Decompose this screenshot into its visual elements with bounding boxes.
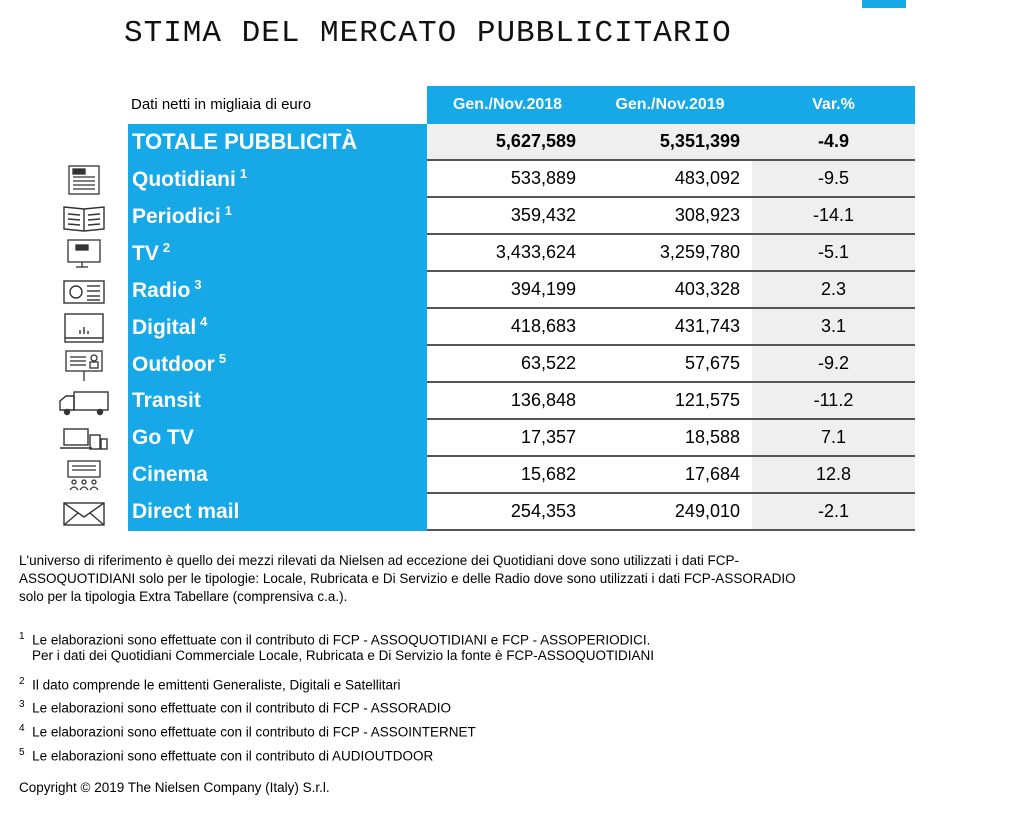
- unit-note: Dati netti in migliaia di euro: [131, 96, 312, 113]
- cell-2018: 418,683: [427, 308, 588, 345]
- cell-2018: 359,432: [427, 197, 588, 234]
- devices-icon: [56, 421, 112, 457]
- row-label: Quotidiani $^1$: [128, 160, 427, 197]
- universe-note-line-1: L'universo di riferimento è quello dei mezzi rilevati da Nielsen ad eccezione dei Quotidiani dove sono utilizzati i dati FCP-: [19, 553, 739, 568]
- row-label: Digital $^4$: [128, 308, 427, 345]
- header-blank: [128, 86, 427, 124]
- cell-2019: 18,588: [588, 419, 752, 456]
- cell-2019: 5,351,399: [588, 124, 752, 160]
- newspaper-icon: [56, 162, 112, 198]
- cell-var: 12.8: [752, 456, 915, 493]
- table-row-total: [128, 124, 915, 160]
- cell-2019: 403,328: [588, 271, 752, 308]
- table-row: [128, 197, 915, 234]
- footnote-ref: 1: [224, 202, 232, 218]
- radio-icon: [56, 273, 112, 309]
- table-row: [128, 419, 915, 456]
- table-row: [128, 345, 915, 382]
- cell-2019: 3,259,780: [588, 234, 752, 271]
- table-row: [128, 493, 915, 530]
- copyright: Copyright © 2019 The Nielsen Company (Italy) S.r.l.: [19, 780, 330, 795]
- row-label: Direct mail: [128, 493, 427, 530]
- cell-2018: 17,357: [427, 419, 588, 456]
- cell-var: -11.2: [752, 382, 915, 419]
- cell-2018: 63,522: [427, 345, 588, 382]
- footnote-ref: 2: [162, 239, 171, 255]
- magazine-icon: [56, 199, 112, 235]
- footnote-2: $^2$ Il dato comprende le emittenti Generaliste, Digitali e Satellitari: [19, 676, 401, 693]
- corner-accent-tab: [862, 0, 906, 8]
- footnote-mark: 4: [19, 723, 25, 734]
- cell-2019: 17,684: [588, 456, 752, 493]
- footnote-ref: 4: [200, 313, 208, 329]
- cinema-icon: [56, 458, 112, 494]
- table-row: [128, 308, 915, 345]
- footnote-mark: 5: [19, 747, 25, 758]
- page-title: STIMA DEL MERCATO PUBBLICITARIO: [124, 16, 732, 51]
- table-row: [128, 456, 915, 493]
- footnote-5: $^5$ Le elaborazioni sono effettuate con il contributo di AUDIOUTDOOR: [19, 747, 434, 764]
- cell-var: -14.1: [752, 197, 915, 234]
- footnote-mark: 2: [19, 676, 25, 687]
- row-label: Transit: [128, 382, 427, 419]
- cell-2018: 5,627,589: [427, 124, 588, 160]
- table-row: [128, 271, 915, 308]
- row-label: Radio $^3$: [128, 271, 427, 308]
- footnote-mark: 3: [19, 699, 25, 710]
- cell-2018: 15,682: [427, 456, 588, 493]
- universe-note-line-3: solo per la tipologia Extra Tabellare (comprensiva c.a.).: [19, 589, 348, 604]
- cell-2019: 483,092: [588, 160, 752, 197]
- cell-2019: 249,010: [588, 493, 752, 530]
- cell-var: 2.3: [752, 271, 915, 308]
- billboard-icon: [56, 347, 112, 383]
- cell-var: 3.1: [752, 308, 915, 345]
- market-table: [128, 86, 915, 531]
- cell-var: -5.1: [752, 234, 915, 271]
- header-2018: Gen./Nov.2018: [427, 86, 588, 124]
- row-label: TOTALE PUBBLICITÀ: [128, 124, 427, 160]
- digital-chart-icon: [56, 310, 112, 346]
- table-row: [128, 234, 915, 271]
- cell-2018: 254,353: [427, 493, 588, 530]
- cell-2018: 533,889: [427, 160, 588, 197]
- table-row: [128, 160, 915, 197]
- cell-2019: 431,743: [588, 308, 752, 345]
- row-label: TV $^2$: [128, 234, 427, 271]
- header-2019: Gen./Nov.2019: [588, 86, 752, 124]
- row-label: Outdoor $^5$: [128, 345, 427, 382]
- row-label: Periodici $^1$: [128, 197, 427, 234]
- row-label: Go TV: [128, 419, 427, 456]
- footnote-3: $^3$ Le elaborazioni sono effettuate con il contributo di FCP - ASSORADIO: [19, 699, 452, 716]
- footnote-ref: 3: [194, 276, 202, 292]
- cell-2019: 308,923: [588, 197, 752, 234]
- cell-var: -9.5: [752, 160, 915, 197]
- table-row: [128, 382, 915, 419]
- cell-2018: 136,848: [427, 382, 588, 419]
- tv-icon: [56, 236, 112, 272]
- envelope-icon: [56, 495, 112, 531]
- footnote-4: $^4$ Le elaborazioni sono effettuate con il contributo di FCP - ASSOINTERNET: [19, 723, 476, 740]
- footnote-ref: 5: [218, 350, 227, 366]
- universe-note-line-2: ASSOQUOTIDIANI solo per le tipologie: Locale, Rubricata e Di Servizio e delle Radio dove sono utilizzati i dati FCP-ASSORADIO: [19, 571, 796, 586]
- footnote-ref: 1: [239, 165, 248, 181]
- truck-icon: [56, 384, 112, 420]
- row-label: Cinema: [128, 456, 427, 493]
- cell-2019: 57,675: [588, 345, 752, 382]
- footnote-mark: 1: [19, 631, 25, 642]
- cell-var: 7.1: [752, 419, 915, 456]
- cell-2019: 121,575: [588, 382, 752, 419]
- cell-var: -9.2: [752, 345, 915, 382]
- cell-2018: 3,433,624: [427, 234, 588, 271]
- cell-2018: 394,199: [427, 271, 588, 308]
- header-var: Var.%: [752, 86, 915, 124]
- cell-var: -2.1: [752, 493, 915, 530]
- footnote-1-continued: Per i dati dei Quotidiani Commerciale Locale, Rubricata e Di Servizio la fonte è FCP-ASSOQUOTIDIANI: [32, 648, 654, 663]
- footnote-1: $^1$ Le elaborazioni sono effettuate con il contributo di FCP - ASSOQUOTIDIANI e FCP - ASSOPERIODICI.: [19, 631, 651, 648]
- cell-var: -4.9: [752, 124, 915, 160]
